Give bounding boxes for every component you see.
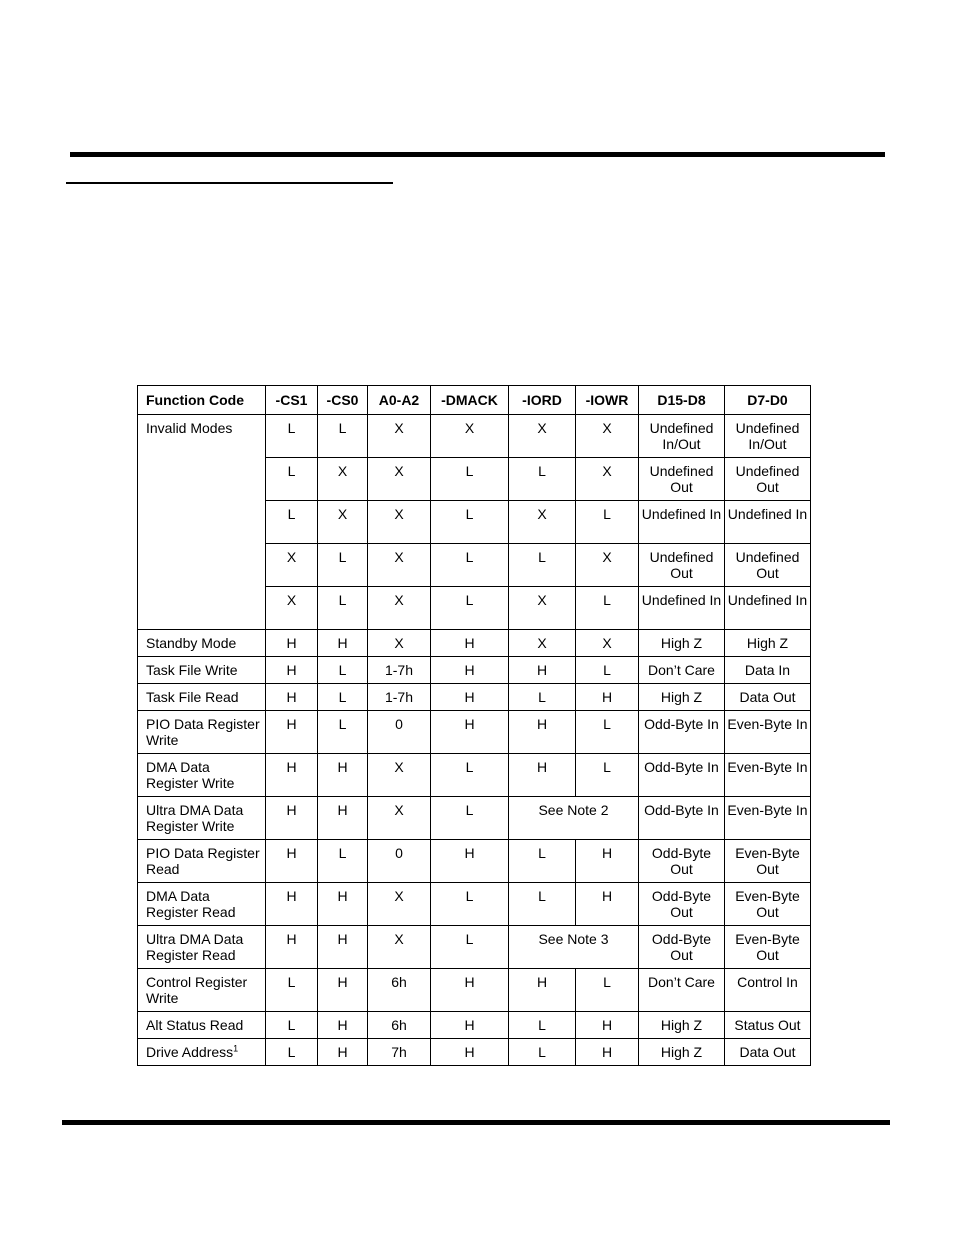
function-name-text: Task File Read bbox=[146, 689, 239, 705]
iord-cell: H bbox=[509, 754, 576, 797]
cs0-cell: H bbox=[318, 883, 368, 926]
dmack-cell: H bbox=[431, 630, 509, 657]
a0-a2-cell: 6h bbox=[368, 1012, 431, 1039]
iowr-cell: X bbox=[576, 544, 639, 587]
cs1-cell: L bbox=[266, 1039, 318, 1066]
d7-d0-cell: Undefined In bbox=[725, 587, 811, 630]
iord-cell: L bbox=[509, 883, 576, 926]
d15-d8-cell: High Z bbox=[639, 630, 725, 657]
d7-d0-cell: Even-Byte Out bbox=[725, 840, 811, 883]
header-dmack: -DMACK bbox=[431, 386, 509, 415]
note-reference-cell: See Note 3 bbox=[509, 926, 639, 969]
cs1-cell: X bbox=[266, 544, 318, 587]
table-row bbox=[138, 1039, 811, 1066]
a0-a2-cell: 0 bbox=[368, 840, 431, 883]
dmack-cell: L bbox=[431, 883, 509, 926]
dmack-cell: H bbox=[431, 684, 509, 711]
iowr-cell: H bbox=[576, 883, 639, 926]
cs1-cell: L bbox=[266, 415, 318, 458]
table-row bbox=[138, 711, 811, 754]
a0-a2-cell: X bbox=[368, 544, 431, 587]
cs1-cell: L bbox=[266, 969, 318, 1012]
iowr-cell: L bbox=[576, 657, 639, 684]
a0-a2-cell: 0 bbox=[368, 711, 431, 754]
cs1-cell: H bbox=[266, 797, 318, 840]
cs1-cell: H bbox=[266, 684, 318, 711]
iord-cell: H bbox=[509, 969, 576, 1012]
d7-d0-cell: Undefined In/Out bbox=[725, 415, 811, 458]
header-iord: -IORD bbox=[509, 386, 576, 415]
cs0-cell: H bbox=[318, 926, 368, 969]
iord-cell: L bbox=[509, 1012, 576, 1039]
section-title-underline bbox=[66, 182, 393, 184]
d15-d8-cell: Odd-Byte In bbox=[639, 711, 725, 754]
d7-d0-cell: Data In bbox=[725, 657, 811, 684]
dmack-cell: H bbox=[431, 657, 509, 684]
a0-a2-cell: 1-7h bbox=[368, 657, 431, 684]
cs1-cell: X bbox=[266, 587, 318, 630]
d7-d0-cell: Even-Byte In bbox=[725, 711, 811, 754]
function-name-cell bbox=[138, 711, 266, 754]
function-name-cell bbox=[138, 926, 266, 969]
cs0-cell: H bbox=[318, 1012, 368, 1039]
d7-d0-cell: Data Out bbox=[725, 684, 811, 711]
iord-cell: L bbox=[509, 1039, 576, 1066]
cs0-cell: X bbox=[318, 501, 368, 544]
cs1-cell: L bbox=[266, 1012, 318, 1039]
cs0-cell: L bbox=[318, 657, 368, 684]
d7-d0-cell: Even-Byte Out bbox=[725, 926, 811, 969]
d7-d0-cell: Even-Byte In bbox=[725, 754, 811, 797]
table-row bbox=[138, 1012, 811, 1039]
d15-d8-cell: Odd-Byte In bbox=[639, 754, 725, 797]
dmack-cell: H bbox=[431, 1012, 509, 1039]
table-row bbox=[138, 754, 811, 797]
note-reference-cell: See Note 2 bbox=[509, 797, 639, 840]
iord-cell: L bbox=[509, 840, 576, 883]
header-cs0: -CS0 bbox=[318, 386, 368, 415]
iord-cell: L bbox=[509, 544, 576, 587]
function-name-cell bbox=[138, 797, 266, 840]
d7-d0-cell: Undefined Out bbox=[725, 544, 811, 587]
a0-a2-cell: X bbox=[368, 415, 431, 458]
a0-a2-cell: X bbox=[368, 754, 431, 797]
a0-a2-cell: 6h bbox=[368, 969, 431, 1012]
d15-d8-cell: Odd-Byte Out bbox=[639, 840, 725, 883]
header-d7-d0: D7-D0 bbox=[725, 386, 811, 415]
d15-d8-cell: Undefined In/Out bbox=[639, 415, 725, 458]
cs1-cell: L bbox=[266, 501, 318, 544]
cs1-cell: H bbox=[266, 754, 318, 797]
table-row bbox=[138, 684, 811, 711]
iowr-cell: H bbox=[576, 1012, 639, 1039]
top-rule bbox=[70, 152, 885, 157]
d15-d8-cell: Odd-Byte Out bbox=[639, 883, 725, 926]
d15-d8-cell: Don’t Care bbox=[639, 969, 725, 1012]
table-header-row bbox=[138, 386, 811, 415]
d7-d0-cell: Status Out bbox=[725, 1012, 811, 1039]
table-row bbox=[138, 630, 811, 657]
a0-a2-cell: 1-7h bbox=[368, 684, 431, 711]
cs0-cell: L bbox=[318, 415, 368, 458]
dmack-cell: H bbox=[431, 1039, 509, 1066]
a0-a2-cell: X bbox=[368, 630, 431, 657]
iord-cell: L bbox=[509, 458, 576, 501]
cs0-cell: L bbox=[318, 840, 368, 883]
dmack-cell: L bbox=[431, 458, 509, 501]
function-name-text: DMA Data Register Read bbox=[146, 888, 236, 920]
table-row bbox=[138, 415, 811, 458]
a0-a2-cell: X bbox=[368, 458, 431, 501]
a0-a2-cell: X bbox=[368, 587, 431, 630]
footnote-marker: 1 bbox=[233, 1043, 239, 1054]
iowr-cell: L bbox=[576, 969, 639, 1012]
a0-a2-cell: X bbox=[368, 501, 431, 544]
header-function-code: Function Code bbox=[138, 386, 266, 415]
table-row bbox=[138, 797, 811, 840]
cs0-cell: L bbox=[318, 684, 368, 711]
cs1-cell: H bbox=[266, 630, 318, 657]
dmack-cell: L bbox=[431, 926, 509, 969]
iowr-cell: L bbox=[576, 754, 639, 797]
d15-d8-cell: Odd-Byte In bbox=[639, 797, 725, 840]
d7-d0-cell: High Z bbox=[725, 630, 811, 657]
d15-d8-cell: Undefined In bbox=[639, 501, 725, 544]
function-name-text: Control Register Write bbox=[146, 974, 248, 1006]
d7-d0-cell: Even-Byte Out bbox=[725, 883, 811, 926]
d15-d8-cell: High Z bbox=[639, 1039, 725, 1066]
iord-cell: X bbox=[509, 587, 576, 630]
bottom-rule bbox=[62, 1120, 890, 1125]
d7-d0-cell: Data Out bbox=[725, 1039, 811, 1066]
cs1-cell: H bbox=[266, 840, 318, 883]
table-row bbox=[138, 883, 811, 926]
cs1-cell: H bbox=[266, 711, 318, 754]
table-row bbox=[138, 840, 811, 883]
dmack-cell: H bbox=[431, 969, 509, 1012]
function-name-text: PIO Data Register Read bbox=[146, 845, 260, 877]
cs0-cell: L bbox=[318, 544, 368, 587]
cs0-cell: H bbox=[318, 969, 368, 1012]
cs0-cell: L bbox=[318, 711, 368, 754]
function-name-cell bbox=[138, 840, 266, 883]
iowr-cell: X bbox=[576, 458, 639, 501]
d7-d0-cell: Control In bbox=[725, 969, 811, 1012]
dmack-cell: H bbox=[431, 840, 509, 883]
header-a0-a2: A0-A2 bbox=[368, 386, 431, 415]
function-name-text: DMA Data Register Write bbox=[146, 759, 235, 791]
function-name-text: Task File Write bbox=[146, 662, 238, 678]
function-name-cell bbox=[138, 684, 266, 711]
table-row bbox=[138, 657, 811, 684]
cs0-cell: H bbox=[318, 754, 368, 797]
function-name-text: Drive Address bbox=[146, 1044, 234, 1060]
iord-cell: H bbox=[509, 657, 576, 684]
table-row bbox=[138, 926, 811, 969]
iowr-cell: H bbox=[576, 840, 639, 883]
iord-cell: X bbox=[509, 415, 576, 458]
iowr-cell: X bbox=[576, 415, 639, 458]
cs0-cell: L bbox=[318, 587, 368, 630]
cs0-cell: H bbox=[318, 630, 368, 657]
function-name-cell bbox=[138, 969, 266, 1012]
table-row bbox=[138, 969, 811, 1012]
cs1-cell: L bbox=[266, 458, 318, 501]
d15-d8-cell: High Z bbox=[639, 684, 725, 711]
d7-d0-cell: Undefined Out bbox=[725, 458, 811, 501]
cs1-cell: H bbox=[266, 926, 318, 969]
d15-d8-cell: Odd-Byte Out bbox=[639, 926, 725, 969]
a0-a2-cell: X bbox=[368, 883, 431, 926]
d15-d8-cell: Don’t Care bbox=[639, 657, 725, 684]
iord-cell: X bbox=[509, 501, 576, 544]
dmack-cell: L bbox=[431, 587, 509, 630]
header-d15-d8: D15-D8 bbox=[639, 386, 725, 415]
function-name-cell bbox=[138, 1039, 266, 1066]
function-name-text: Ultra DMA Data Register Read bbox=[146, 931, 244, 963]
function-name-cell: Invalid Modes bbox=[138, 415, 266, 630]
d15-d8-cell: High Z bbox=[639, 1012, 725, 1039]
d15-d8-cell: Undefined Out bbox=[639, 544, 725, 587]
dmack-cell: L bbox=[431, 501, 509, 544]
function-name-text: Standby Mode bbox=[146, 635, 237, 651]
cs0-cell: H bbox=[318, 1039, 368, 1066]
d7-d0-cell: Undefined In bbox=[725, 501, 811, 544]
header-iowr: -IOWR bbox=[576, 386, 639, 415]
dmack-cell: X bbox=[431, 415, 509, 458]
function-name-cell bbox=[138, 630, 266, 657]
cs0-cell: H bbox=[318, 797, 368, 840]
iowr-cell: L bbox=[576, 587, 639, 630]
iowr-cell: L bbox=[576, 501, 639, 544]
function-name-cell bbox=[138, 657, 266, 684]
d15-d8-cell: Undefined Out bbox=[639, 458, 725, 501]
dmack-cell: H bbox=[431, 711, 509, 754]
dmack-cell: L bbox=[431, 544, 509, 587]
iowr-cell: X bbox=[576, 630, 639, 657]
function-name-cell bbox=[138, 754, 266, 797]
a0-a2-cell: X bbox=[368, 797, 431, 840]
a0-a2-cell: X bbox=[368, 926, 431, 969]
function-name-text: Ultra DMA Data Register Write bbox=[146, 802, 244, 834]
function-name-cell bbox=[138, 883, 266, 926]
header-cs1: -CS1 bbox=[266, 386, 318, 415]
function-name-text: PIO Data Register Write bbox=[146, 716, 260, 748]
cs1-cell: H bbox=[266, 883, 318, 926]
iowr-cell: L bbox=[576, 711, 639, 754]
dmack-cell: L bbox=[431, 754, 509, 797]
d7-d0-cell: Even-Byte In bbox=[725, 797, 811, 840]
iowr-cell: H bbox=[576, 684, 639, 711]
iord-cell: H bbox=[509, 711, 576, 754]
d15-d8-cell: Undefined In bbox=[639, 587, 725, 630]
function-name-cell bbox=[138, 1012, 266, 1039]
function-name-text: Alt Status Read bbox=[146, 1017, 244, 1033]
a0-a2-cell: 7h bbox=[368, 1039, 431, 1066]
cs0-cell: X bbox=[318, 458, 368, 501]
iowr-cell: H bbox=[576, 1039, 639, 1066]
cs1-cell: H bbox=[266, 657, 318, 684]
iord-cell: X bbox=[509, 630, 576, 657]
iord-cell: L bbox=[509, 684, 576, 711]
function-code-table bbox=[137, 385, 811, 1066]
dmack-cell: L bbox=[431, 797, 509, 840]
